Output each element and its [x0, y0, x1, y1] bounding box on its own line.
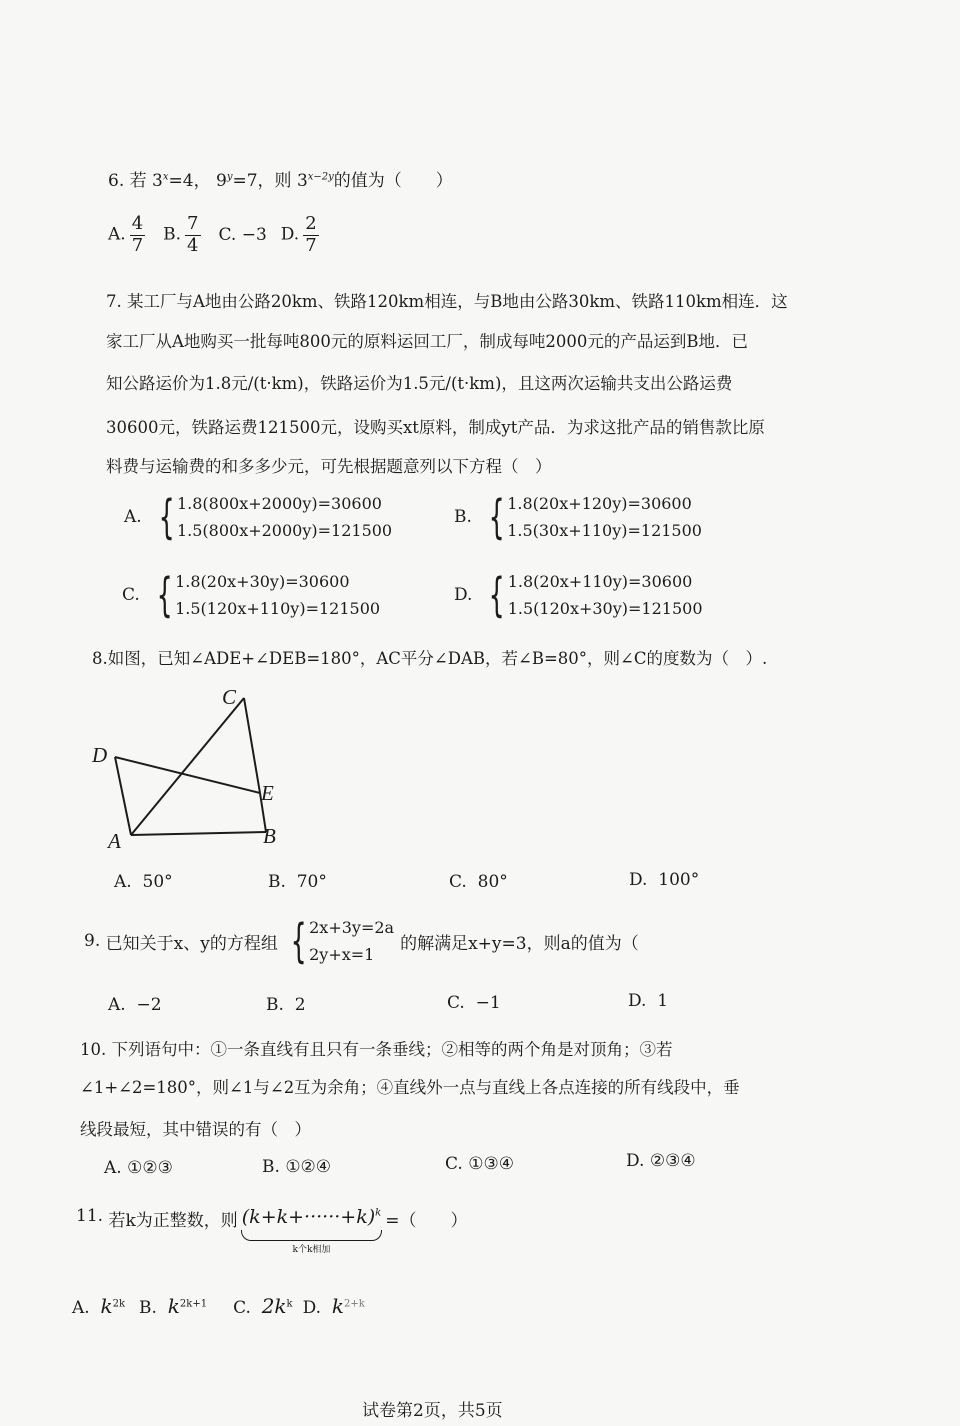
- segment-de: [115, 757, 260, 793]
- q8-option-a[interactable]: A. 50°: [114, 872, 173, 892]
- q9-option-a[interactable]: A. −2: [108, 995, 162, 1015]
- q7-line-5: 料费与运输费的和多多少元，可先根据题意列以下方程（ ）: [106, 457, 552, 476]
- q6-option-c[interactable]: C. −3: [218, 225, 267, 246]
- q11-stem: 11. 若k为正整数，则 $(k+k+\cdot\cdot\cdot\cdot\cdot\cdot+k)^k$ k个k相加 =（ ）: [76, 1206, 468, 1255]
- page-footer: 试卷第2页，共5页: [362, 1401, 503, 1421]
- q10-option-b[interactable]: B. ①②④: [262, 1157, 332, 1177]
- q11-option-a[interactable]: A. $k^{2k}$: [72, 1294, 126, 1318]
- q10-line-2: ∠1+∠2=180°，则∠1与∠2互为余角；④直线外一点与直线上各点连接的所有线段中，垂: [80, 1078, 740, 1097]
- label-b: B: [263, 824, 276, 848]
- q6-option-d[interactable]: D. $\frac{2}{7}$: [280, 213, 317, 256]
- q7-option-d[interactable]: D. { 1.8(20x+110y)=30600 1.5(120x+30y)=121500: [454, 568, 703, 622]
- q6-options: [108, 214, 323, 256]
- q7-option-c[interactable]: C. { 1.8(20x+30y)=30600 1.5(120x+110y)=121500: [122, 568, 381, 622]
- q8-option-c[interactable]: C. 80°: [449, 872, 508, 892]
- q7-line-2: 家工厂从A地购买一批每吨800元的原料运回工厂，制成每吨2000元的产品运到B地．已: [106, 332, 749, 351]
- q8-stem: 8.如图，已知∠ADE+∠DEB=180°，AC平分∠DAB，若∠B=80°，则∠C的度数为（ ）.: [92, 649, 768, 668]
- q11-options: [72, 1294, 365, 1318]
- label-a: A: [108, 829, 121, 853]
- segment-da: [115, 757, 131, 835]
- q6-option-a[interactable]: A. $\frac{4}{7}$: [108, 213, 144, 256]
- q8-option-d[interactable]: D. 100°: [629, 870, 700, 890]
- q8-option-b[interactable]: B. 70°: [268, 872, 327, 892]
- q6-option-b[interactable]: B. $\frac{7}{4}$: [163, 213, 199, 256]
- q11-option-d[interactable]: D. $k^{2+k}$: [302, 1294, 365, 1318]
- q10-line-1: 10. 下列语句中：①一条直线有且只有一条垂线；②相等的两个角是对顶角；③若: [80, 1040, 673, 1059]
- q9-option-b[interactable]: B. 2: [266, 995, 306, 1015]
- underbrace: [241, 1230, 382, 1241]
- segment-ac: [131, 698, 244, 835]
- q6-stem: 6. 若 $3^x=4$， $9^y=7$，则 $3^{x-2y}$的值为（ ）: [108, 171, 453, 191]
- q10-option-a[interactable]: A. ①②③: [104, 1158, 173, 1178]
- q7-line-4: 30600元，铁路运费121500元，设购买xt原料，制成yt产品．为求这批产品的销售款比原: [106, 418, 765, 437]
- q10-option-c[interactable]: C. ①③④: [445, 1154, 514, 1174]
- segment-ec: [244, 698, 260, 793]
- label-c: C: [222, 685, 237, 709]
- q11-option-c[interactable]: C. $2k^k$: [233, 1294, 293, 1318]
- q7-option-a[interactable]: A. { 1.8(800x+2000y)=30600 1.5(800x+2000y)=121500: [124, 490, 393, 544]
- q8-figure: [80, 680, 310, 855]
- q7-line-1: 7. 某工厂与A地由公路20km、铁路120km相连，与B地由公路30km、铁路110km相连．这: [106, 292, 788, 311]
- q11-option-b[interactable]: B. $k^{2k+1}$: [139, 1294, 208, 1318]
- q9-stem: 9. 已知关于x、y的方程组 { 2x+3y=2a 2y+x=1 的解满足x+y=3，则a的值为（: [84, 914, 639, 968]
- segment-ab: [131, 832, 266, 835]
- q9-option-d[interactable]: D. 1: [628, 991, 669, 1011]
- q10-line-3: 线段最短，其中错误的有（ ）: [80, 1120, 311, 1139]
- q9-option-c[interactable]: C. −1: [447, 993, 501, 1013]
- label-d: D: [92, 743, 108, 767]
- q7-line-3: 知公路运价为1.8元/(t·km)，铁路运价为1.5元/(t·km)，且这两次运输共支出公路运费: [106, 374, 733, 393]
- label-e: E: [261, 781, 274, 805]
- q10-option-d[interactable]: D. ②③④: [626, 1151, 696, 1171]
- q7-option-b[interactable]: B. { 1.8(20x+120y)=30600 1.5(30x+110y)=121500: [454, 490, 702, 544]
